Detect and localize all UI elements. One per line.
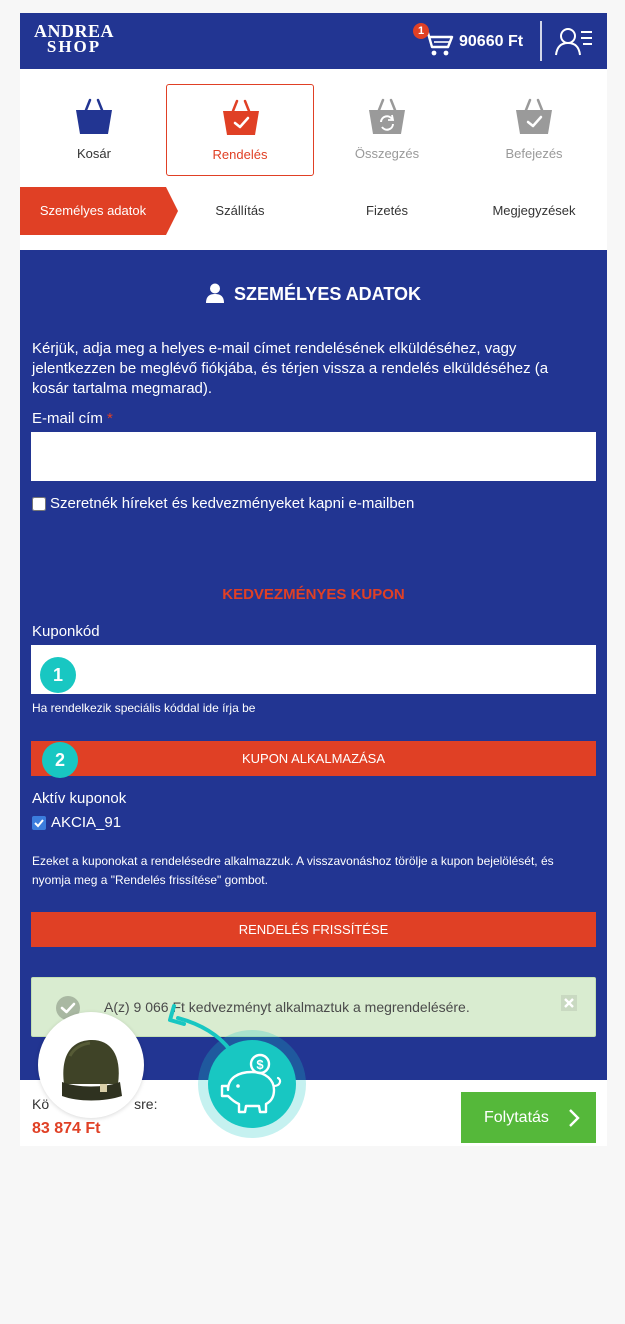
active-coupon-option[interactable]	[32, 814, 121, 831]
logo[interactable]	[34, 21, 115, 56]
apply-coupon-button[interactable]: KUPON ALKALMAZÁSA	[31, 741, 596, 776]
required-marker: *	[107, 410, 113, 427]
checkout-steps	[20, 69, 607, 187]
step-badge-one: 1	[40, 657, 76, 693]
success-message: A(z) 9 066 Ft kedvezményt alkalmaztuk a megrendelésére.	[104, 999, 470, 1015]
checkmark-icon	[33, 817, 45, 829]
basket-check-icon	[221, 97, 261, 137]
close-icon[interactable]	[561, 995, 577, 1011]
newsletter-label: Szeretnék híreket és kedvezményeket kapni e-mailben	[50, 495, 415, 512]
logo-line1: ANDREA	[34, 21, 115, 41]
continue-button-label: Folytatás	[484, 1108, 549, 1126]
basket-icon	[74, 96, 114, 136]
piggy-bank-icon	[208, 1040, 296, 1128]
product-thumbnail	[38, 1012, 144, 1118]
cart-count-badge: 1	[413, 23, 429, 39]
step-label: Rendelés	[212, 147, 268, 162]
tab-personal-data[interactable]: Személyes adatok	[39, 203, 147, 218]
step-order[interactable]	[166, 84, 314, 176]
step-badge-two: 2	[42, 742, 78, 778]
form-title-text: SZEMÉLYES ADATOK	[233, 284, 422, 304]
cart-total: 90660 Ft	[459, 33, 524, 50]
step-summary[interactable]	[313, 84, 461, 176]
form-title	[20, 283, 607, 305]
person-icon	[206, 283, 224, 303]
coupon-code-input[interactable]	[31, 645, 596, 694]
logo-line2: SHOP	[46, 37, 102, 56]
refresh-order-button[interactable]: RENDELÉS FRISSÍTÉSE	[31, 912, 596, 947]
total-value: 83 874 Ft	[32, 1120, 101, 1137]
coupon-notice: Ezeket a kuponokat a rendelésedre alkalmazzuk. A visszavonáshoz törölje a kupon bejelölését, és nyomja meg a "Rendelés frissítése" gombot.	[32, 854, 554, 887]
header-divider	[540, 21, 542, 61]
tab-notes[interactable]: Megjegyzések	[492, 203, 576, 218]
total-label-end: sre:	[134, 1096, 158, 1112]
step-cart[interactable]	[20, 84, 168, 176]
chevron-right-icon	[568, 1108, 580, 1128]
coupon-section-title: KEDVEZMÉNYES KUPON	[222, 586, 405, 603]
newsletter-option[interactable]	[32, 495, 414, 512]
tab-payment[interactable]: Fizetés	[366, 203, 408, 218]
step-finish[interactable]	[460, 84, 607, 176]
app	[20, 13, 607, 1146]
step-label: Befejezés	[505, 146, 563, 161]
active-coupons-label: Aktív kuponok	[32, 790, 127, 807]
active-coupon-checkbox[interactable]	[32, 816, 46, 830]
basket-refresh-icon	[367, 96, 407, 136]
basket-check-icon	[514, 96, 554, 136]
savings-badge	[208, 1040, 296, 1128]
email-label-text: E-mail cím	[32, 410, 103, 427]
intro-text: Kérjük, adja meg a helyes e-mail címet rendelésének elküldéséhez, vagy jelentkezzen be meglévő fiókjába, és térjen vissza a rendelés elküldéséhez (a kosár tartalma megmarad).	[32, 340, 549, 397]
step-label: Kosár	[77, 146, 111, 161]
beanie-hat-icon	[38, 1012, 144, 1118]
step-label: Összegzés	[354, 146, 420, 161]
user-menu-icon[interactable]	[554, 25, 594, 57]
coupon-label: Kuponkód	[32, 623, 100, 640]
header	[20, 13, 607, 69]
coupon-hint: Ha rendelkezik speciális kóddal ide írja be	[32, 701, 256, 715]
cart-button[interactable]	[413, 23, 531, 59]
newsletter-checkbox[interactable]	[32, 497, 46, 511]
checkout-tabs	[20, 187, 607, 235]
active-coupon-code: AKCIA_91	[51, 814, 122, 831]
tab-shipping[interactable]: Szállítás	[215, 203, 265, 218]
email-label	[32, 410, 113, 427]
total-label-start: Kö	[32, 1096, 50, 1112]
email-field[interactable]	[31, 432, 596, 481]
continue-button[interactable]	[461, 1092, 596, 1143]
svg-text:$: $	[256, 1057, 264, 1072]
